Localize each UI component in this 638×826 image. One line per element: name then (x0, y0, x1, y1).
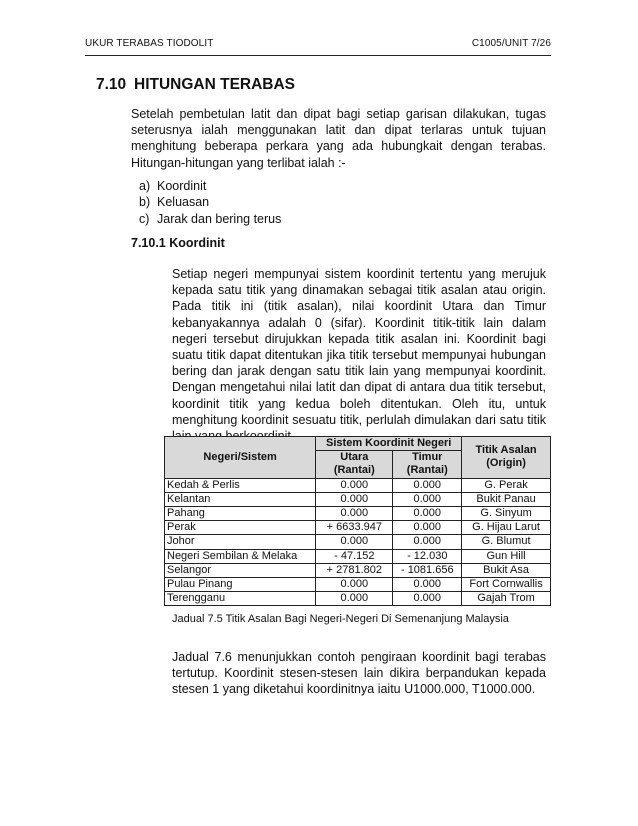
cell-origin: G. Hijau Larut (462, 521, 551, 535)
cell-state: Pulau Pinang (165, 578, 316, 592)
cell-north: 0.000 (316, 535, 393, 549)
cell-north: - 47.152 (316, 549, 393, 563)
cell-east: 0.000 (393, 578, 462, 592)
header-system-group: Sistem Koordinit Negeri (316, 437, 462, 451)
cell-state: Negeri Sembilan & Melaka (165, 549, 316, 563)
table-caption: Jadual 7.5 Titik Asalan Bagi Negeri-Negeri Di Semenanjung Malaysia (172, 613, 509, 625)
table-row (165, 535, 551, 549)
closing-paragraph: Jadual 7.6 menunjukkan contoh pengiraan koordinit bagi terabas tertutup. Koordinit stesen-stesen lain dikira berpandukan kepada stesen 1 yang diketahui koordinitnya iaitu U1000.000, T1000.000. (172, 650, 546, 697)
list-item (139, 194, 281, 210)
cell-origin: G. Perak (462, 478, 551, 492)
header-page-ref: C1005/UNIT 7/26 (471, 38, 551, 49)
cell-east: 0.000 (393, 535, 462, 549)
calculation-list (139, 178, 281, 227)
cell-state: Perak (165, 521, 316, 535)
cell-east: 0.000 (393, 478, 462, 492)
cell-north: + 2781.802 (316, 563, 393, 577)
subsection-heading: 7.10.1 Koordinit (131, 236, 225, 250)
section-number: 7.10 (96, 76, 127, 93)
table-row (165, 592, 551, 606)
cell-east: 0.000 (393, 507, 462, 521)
cell-state: Johor (165, 535, 316, 549)
header-north-label: Utara (340, 451, 369, 464)
list-text: Jarak dan bering terus (157, 211, 282, 226)
list-marker: a) (139, 179, 151, 193)
subsection-paragraph: Setiap negeri mempunyai sistem koordinit tertentu yang merujuk kepada satu titik yang dinamakan sebagai titik asalan atau origin. Pada titik ini (titik asalan), nilai koordinit Utara dan Timur kebanyakannya adalah 0 (sifar). Koordinit titik-titik lain dalam negeri tersebut dirujukkan kepada titik asalan ini. Koordinit bagi suatu titik dapat ditentukan jika titik tersebut mempunyai hubungan bering dan jarak dengan satu titik lain yang mempunyai koordinit. Dengan mengetahui nilai latit dan dipat di antara dua titik tersebut, koordinit titik yang kedua boleh ditentukan. Oleh itu, untuk menghitung koordinit sesuatu titik, perlulah dimulakan dari satu titik (172, 267, 546, 427)
section-heading (96, 76, 295, 94)
coordinate-origin-table (164, 436, 551, 606)
cell-north: + 6633.947 (316, 521, 393, 535)
cell-east: 0.000 (393, 521, 462, 535)
cell-north: 0.000 (316, 578, 393, 592)
cell-east: - 12.030 (393, 549, 462, 563)
cell-origin: Gun Hill (462, 549, 551, 563)
header-north (316, 451, 393, 478)
cell-origin: G. Blumut (462, 535, 551, 549)
cell-state: Kelantan (165, 492, 316, 506)
list-marker: c) (139, 211, 150, 226)
table-row (165, 563, 551, 577)
header-east-unit: (Rantai) (406, 464, 448, 477)
header-east-label: Timur (412, 451, 443, 464)
cell-east: 0.000 (393, 492, 462, 506)
cell-origin: Gajah Trom (462, 592, 551, 606)
table-row (165, 507, 551, 521)
header-origin (462, 437, 551, 479)
header-divider (85, 55, 551, 56)
list-marker: b) (139, 195, 151, 210)
header-state: Negeri/Sistem (165, 437, 316, 479)
header-east (393, 451, 462, 478)
page-header (85, 38, 551, 49)
header-origin-label: Titik Asalan (475, 444, 537, 457)
table-row (165, 521, 551, 535)
header-north-unit: (Rantai) (333, 464, 375, 477)
list-text: Keluasan (157, 195, 210, 210)
list-text: Koordinit (157, 179, 207, 193)
cell-state: Pahang (165, 507, 316, 521)
cell-north: 0.000 (316, 478, 393, 492)
cell-origin: Bukit Panau (462, 492, 551, 506)
cell-origin: Fort Cornwallis (462, 578, 551, 592)
cell-east: - 1081.656 (393, 563, 462, 577)
cell-state: Selangor (165, 563, 316, 577)
cell-north: 0.000 (316, 492, 393, 506)
table-row (165, 578, 551, 592)
intro-paragraph: Setelah pembetulan latit dan dipat bagi setiap garisan dilakukan, tugas seterusnya ialah menggunakan latit dan dipat terlaras untuk tujuan menghitung beberapa perkara yang ada hubungkait dengan terabas. Hitungan-hitungan yang terlibat ialah :- (131, 107, 546, 170)
cell-state: Kedah & Perlis (165, 478, 316, 492)
list-item (139, 178, 281, 194)
table-row (165, 492, 551, 506)
section-title: HITUNGAN TERABAS (134, 76, 296, 93)
table-row (165, 549, 551, 563)
header-title: UKUR TERABAS TIODOLIT (85, 38, 214, 49)
cell-north: 0.000 (316, 592, 393, 606)
header-origin-sub: (Origin) (486, 457, 526, 470)
cell-east: 0.000 (393, 592, 462, 606)
cell-origin: G. Sinyum (462, 507, 551, 521)
cell-origin: Bukit Asa (462, 563, 551, 577)
cell-state: Terengganu (165, 592, 316, 606)
cell-north: 0.000 (316, 507, 393, 521)
table-row (165, 478, 551, 492)
list-item (139, 211, 281, 227)
